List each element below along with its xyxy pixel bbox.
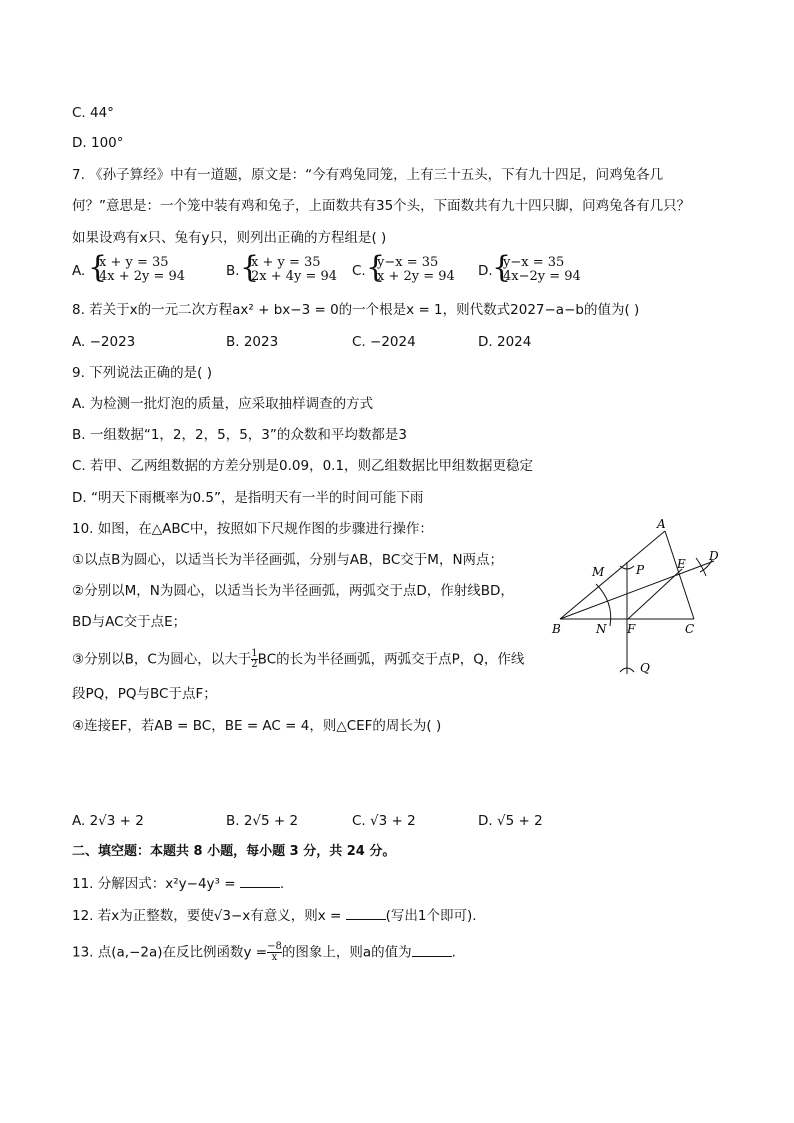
brace-icon: { [366, 250, 386, 285]
q7-option-b-eq1: x + y = 35 [251, 255, 321, 270]
q10-step1: ①以点B为圆心，以适当长为半径画弧，分别与AB，BC交于M，N两点； [72, 552, 504, 568]
q8-option-a: A. −2023 [72, 334, 136, 350]
q7-text-line1: 7. 《孙子算经》中有一道题，原文是：“今有鸡兔同笼，上有三十五头，下有九十四足，问鸡兔各几 [72, 167, 664, 183]
brace-icon: { [88, 250, 108, 285]
section2-heading: 二、填空题：本题共 8 小题，每小题 3 分，共 24 分。 [72, 844, 396, 859]
q7-option-a-system [88, 250, 198, 286]
label-c: C [685, 622, 695, 636]
q8-option-c: C. −2024 [352, 334, 416, 350]
q13-text [72, 942, 456, 963]
q10-text: 10. 如图，在△ABC中，按照如下尺规作图的步骤进行操作： [72, 521, 433, 537]
q7-option-a-eq2: 4x + 2y = 94 [99, 269, 186, 284]
label-a: A [657, 517, 666, 531]
label-p: P [636, 563, 645, 577]
q11-text [72, 875, 284, 893]
q7-text-line2: 何？”意思是：一个笼中装有鸡和兔子，上面数共有35个头，下面数共有九十四只脚，问鸡兔各有几只？ [72, 198, 691, 214]
fraction-numerator: 1 [251, 648, 258, 659]
label-b: B [552, 622, 561, 636]
brace-icon: { [240, 250, 260, 285]
fraction-denominator: x [267, 952, 282, 963]
fraction-numerator: −8 [267, 941, 282, 952]
segment-ac [665, 531, 694, 619]
q10-step3-line1 [72, 649, 524, 670]
q7-option-c-eq2: x + 2y = 94 [377, 269, 455, 284]
q7-option-a-label: A. [72, 263, 86, 279]
q7-option-d-eq2: 4x−2y = 94 [503, 269, 581, 284]
q12-answer-blank[interactable] [346, 907, 386, 920]
q10-step2-line1: ②分别以M，N为圆心，以适当长为半径画弧，两弧交于点D，作射线BD， [72, 583, 514, 599]
label-q: Q [640, 661, 650, 675]
q10-option-a: A. 2√3 + 2 [72, 813, 144, 829]
q7-text-line3: 如果设鸡有x只、兔有y只，则列出正确的方程组是( ) [72, 230, 387, 246]
q13-post: 的图象上，则a的值为 [281, 944, 412, 961]
q10-option-d: D. √5 + 2 [478, 813, 543, 829]
q6-option-c: C. 44° [72, 105, 114, 121]
q10-step3-post: BC的长为半径画弧，两弧交于点P，Q，作线 [257, 651, 525, 668]
q9-option-b: B. 一组数据“1，2，2，5，5，3”的众数和平均数都是3 [72, 427, 407, 443]
q7-option-c-label: C. [352, 263, 366, 279]
q7-option-b-system [240, 250, 350, 286]
q13-answer-blank[interactable] [412, 944, 452, 957]
q10-option-b: B. 2√5 + 2 [226, 813, 299, 829]
q7-option-d-system [492, 250, 602, 286]
q13-end: . [451, 944, 456, 961]
q11-post: . [279, 876, 285, 892]
q13-pre: 13. 点(a,−2a)在反比例函数y = [72, 944, 268, 961]
segment-ab [560, 531, 665, 619]
q9-option-d: D. “明天下雨概率为0.5”，是指明天有一半的时间可能下雨 [72, 490, 424, 506]
q10-step3-pre: ③分别以B，C为圆心，以大于 [72, 651, 252, 668]
label-d: D [709, 549, 719, 563]
q9-text: 9. 下列说法正确的是( ) [72, 365, 212, 381]
q7-option-b-label: B. [226, 263, 240, 279]
triangle-construction-figure [548, 514, 726, 684]
q7-option-d-eq1: y−x = 35 [503, 255, 565, 270]
q10-step2-line2: BD与AC交于点E； [72, 614, 187, 630]
fraction-denominator: 2 [251, 659, 258, 670]
q12-text [72, 907, 477, 925]
q8-text: 8. 若关于x的一元二次方程ax² + bx−3 = 0的一个根是x = 1，则代数式2027−a−b的值为( ) [72, 302, 640, 318]
q6-option-d: D. 100° [72, 135, 124, 151]
q8-option-d: D. 2024 [478, 334, 532, 350]
q8-option-b: B. 2023 [226, 334, 279, 350]
fraction-neg8-over-x [267, 942, 282, 963]
q7-option-d-label: D. [478, 263, 493, 279]
q12-post: (写出1个即可). [385, 908, 477, 924]
q9-option-c: C. 若甲、乙两组数据的方差分别是0.09，0.1，则乙组数据比甲组数据更稳定 [72, 458, 534, 474]
label-n: N [596, 622, 607, 636]
q11-pre: 11. 分解因式：x²y−4y³ = [72, 876, 236, 892]
q10-step4: ④连接EF，若AB = BC，BE = AC = 4，则△CEF的周长为( ) [72, 718, 442, 734]
q9-option-a: A. 为检测一批灯泡的质量，应采取抽样调查的方式 [72, 396, 374, 412]
brace-icon: { [492, 250, 512, 285]
q7-option-c-eq1: y−x = 35 [377, 255, 439, 270]
q7-option-c-system [366, 250, 466, 286]
q10-option-c: C. √3 + 2 [352, 813, 416, 829]
label-f: F [627, 622, 636, 636]
q12-pre: 12. 若x为正整数，要使√3−x有意义，则x = [72, 908, 342, 924]
q7-option-b-eq2: 2x + 4y = 94 [251, 269, 338, 284]
label-e: E [677, 557, 686, 571]
q10-step3-line2: 段PQ，PQ与BC于点F； [72, 686, 217, 702]
q11-answer-blank[interactable] [240, 875, 280, 888]
q7-option-a-eq1: x + y = 35 [99, 255, 169, 270]
label-m: M [592, 565, 605, 579]
